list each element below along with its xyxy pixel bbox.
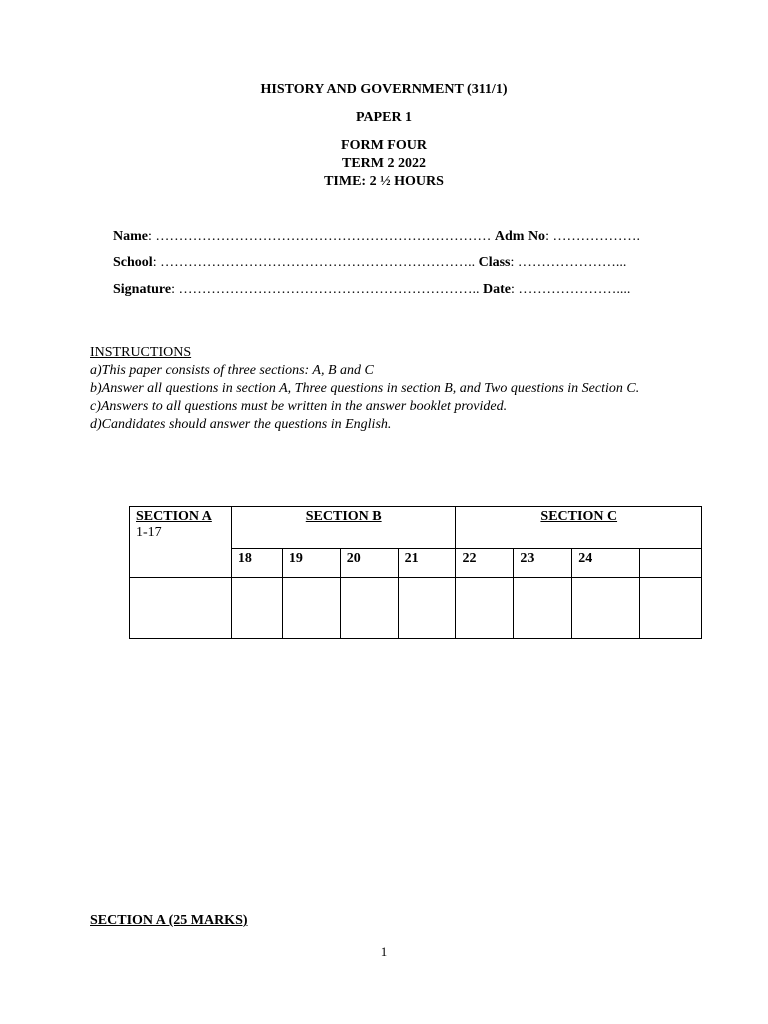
signature-row bbox=[113, 282, 630, 298]
name-row bbox=[113, 229, 640, 245]
score-table bbox=[129, 506, 702, 639]
question-number-cell bbox=[640, 549, 702, 578]
page-number: 1 bbox=[380, 944, 388, 959]
score-cell[interactable] bbox=[231, 578, 282, 639]
section-a-title: SECTION A (25 MARKS) bbox=[90, 913, 248, 928]
score-entry-row bbox=[130, 578, 702, 639]
question-number-cell: 23 bbox=[514, 549, 572, 578]
time-allowed: TIME: 2 ½ HOURS bbox=[324, 174, 444, 189]
adm-no-label: Adm No bbox=[494, 229, 546, 244]
section-a-header-cell bbox=[130, 507, 232, 578]
section-b-header: SECTION B bbox=[305, 509, 382, 524]
question-number-cell: 24 bbox=[572, 549, 640, 578]
school-row bbox=[113, 255, 626, 271]
school-field[interactable]: : ………………………………………………………….. bbox=[152, 255, 476, 270]
adm-no-field[interactable]: : ………………. bbox=[545, 229, 640, 244]
score-cell[interactable] bbox=[456, 578, 514, 639]
score-cell[interactable] bbox=[340, 578, 398, 639]
question-number-cell: 20 bbox=[340, 549, 398, 578]
table-header-row bbox=[130, 507, 702, 549]
paper-number: PAPER 1 bbox=[355, 110, 413, 125]
instruction-item: a)This paper consists of three sections: A, B and C bbox=[90, 363, 374, 378]
instruction-item: b)Answer all questions in section A, Three questions in section B, and Two questions in Section C. bbox=[90, 381, 640, 396]
score-cell[interactable] bbox=[572, 578, 640, 639]
score-cell[interactable] bbox=[282, 578, 340, 639]
section-a-range: 1-17 bbox=[136, 525, 162, 540]
signature-field[interactable]: : ……………………………………………………….. bbox=[171, 282, 483, 297]
name-field[interactable]: : ……………………………………………………………… bbox=[148, 229, 492, 244]
class-label: Class bbox=[478, 255, 511, 270]
instruction-item: c)Answers to all questions must be written in the answer booklet provided. bbox=[90, 399, 508, 414]
score-cell[interactable] bbox=[514, 578, 572, 639]
section-b-header-cell bbox=[231, 507, 456, 549]
instruction-item: d)Candidates should answer the questions in English. bbox=[90, 417, 392, 432]
class-field[interactable]: : …………………... bbox=[510, 255, 627, 270]
score-cell[interactable] bbox=[130, 578, 232, 639]
score-cell[interactable] bbox=[640, 578, 702, 639]
date-label: Date bbox=[482, 282, 511, 297]
signature-label: Signature bbox=[113, 282, 172, 297]
exam-title: HISTORY AND GOVERNMENT (311/1) bbox=[260, 82, 508, 97]
question-number-cell: 21 bbox=[398, 549, 456, 578]
term-label: TERM 2 2022 bbox=[342, 156, 426, 171]
question-number-cell: 19 bbox=[282, 549, 340, 578]
question-number-cell: 22 bbox=[456, 549, 514, 578]
date-field[interactable]: : ………………….... bbox=[510, 282, 631, 297]
instructions-heading: INSTRUCTIONS bbox=[90, 345, 192, 360]
section-c-header-cell bbox=[456, 507, 702, 549]
school-label: School bbox=[113, 255, 153, 270]
section-a-header: SECTION A bbox=[136, 509, 212, 524]
score-cell[interactable] bbox=[398, 578, 456, 639]
instructions-block bbox=[90, 344, 639, 434]
form-level: FORM FOUR bbox=[341, 138, 427, 153]
question-number-cell: 18 bbox=[231, 549, 282, 578]
name-label: Name bbox=[113, 229, 148, 244]
section-c-header: SECTION C bbox=[540, 509, 618, 524]
